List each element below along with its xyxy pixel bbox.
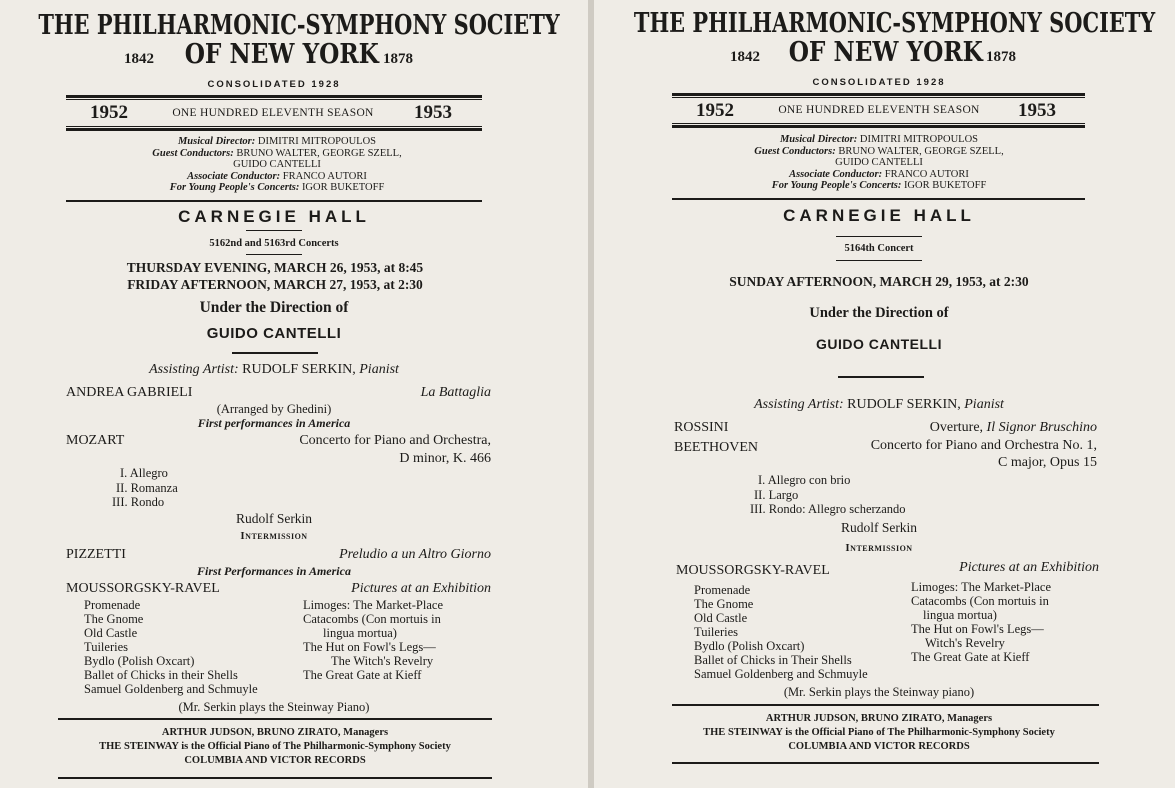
piano-note: (Mr. Serkin plays the Steinway Piano): [178, 700, 370, 714]
work-title: Preludio a un Altro Giorno: [339, 547, 491, 562]
work-title: Pictures at an Exhibition: [351, 581, 491, 596]
season-end-year: 1953: [414, 102, 452, 123]
rule: [66, 128, 482, 131]
work-note: (Arranged by Ghedini): [216, 402, 332, 416]
picture-item: Samuel Goldenberg and Schmuyle: [694, 667, 868, 681]
pictures-list-col2: [303, 598, 443, 682]
rule: [672, 97, 1085, 98]
rule: [672, 704, 1099, 706]
footer-managers: ARTHUR JUDSON, BRUNO ZIRATO, Managers: [161, 727, 389, 738]
work-note: First performances in America: [197, 416, 351, 430]
work-title: Pictures at an Exhibition: [959, 560, 1099, 575]
concert-date: SUNDAY AFTERNOON, MARCH 29, 1953, at 2:30: [729, 274, 1029, 289]
rule: [672, 762, 1099, 764]
consolidated-line: CONSOLIDATED 1928: [207, 79, 341, 90]
picture-item: Limoges: The Market-Place: [303, 598, 444, 612]
concert-numbers: 5164th Concert: [844, 243, 914, 254]
staff-line: Musical Director: DIMITRI MITROPOULOS: [177, 136, 377, 147]
venue-name: CARNEGIE HALL: [178, 207, 370, 226]
conductor-name: GUIDO CANTELLI: [206, 325, 342, 342]
soloist-name: Rudolf Serkin: [840, 520, 918, 535]
footer-steinway: THE STEINWAY is the Official Piano of The Philharmonic-Symphony Society: [703, 727, 1055, 738]
picture-item: Catacombs (Con mortuis in: [911, 594, 1049, 608]
movement: II. Largo: [754, 487, 799, 502]
picture-item: Limoges: The Market-Place: [911, 580, 1052, 594]
work-title: Overture, Il Signor Bruschino: [929, 420, 1097, 435]
season-title: ONE HUNDRED ELEVENTH SEASON: [172, 107, 374, 119]
movement: II. Romanza: [116, 480, 178, 495]
society-title: THE PHILHARMONIC-SYMPHONY SOCIETY: [38, 10, 560, 41]
staff-line: GUIDO CANTELLI: [233, 159, 321, 170]
intermission: Intermission: [845, 542, 913, 554]
movement: III. Rondo: [112, 495, 165, 509]
pictures-list-col1: [694, 583, 868, 681]
consolidated-line: CONSOLIDATED 1928: [812, 77, 946, 88]
rule: [672, 198, 1085, 200]
rule: [66, 200, 482, 202]
work-title: Concerto for Piano and Orchestra,: [299, 433, 491, 448]
rule: [672, 125, 1085, 128]
staff-line: Musical Director: DIMITRI MITROPOULOS: [779, 134, 979, 145]
picture-item: The Hut on Fowl's Legs—: [303, 640, 436, 654]
movement: I. Allegro con brio: [758, 473, 851, 487]
season-start-year: 1952: [90, 102, 128, 123]
work-title: C major, Opus 15: [998, 455, 1097, 470]
footer-block: [40, 726, 510, 768]
rule: [672, 93, 1085, 96]
composer: BEETHOVEN: [674, 440, 758, 455]
picture-item: The Great Gate at Kieff: [303, 668, 422, 682]
rule: [66, 126, 482, 127]
picture-item: Ballet of Chicks in their Shells: [84, 668, 238, 682]
venue-name: CARNEGIE HALL: [783, 206, 975, 225]
footer-block: [644, 712, 1114, 754]
staff-list: [704, 134, 1054, 192]
intermission: Intermission: [240, 530, 308, 542]
society-city: OF NEW YORK: [184, 39, 379, 70]
season-title: ONE HUNDRED ELEVENTH SEASON: [778, 104, 980, 116]
rule: [232, 352, 318, 354]
program-page-right: [594, 0, 1175, 788]
rule: [66, 99, 482, 100]
rule: [836, 236, 922, 237]
picture-item: Tuileries: [694, 625, 738, 639]
direction-line: Under the Direction of: [809, 305, 949, 321]
footer-managers: ARTHUR JUDSON, BRUNO ZIRATO, Managers: [765, 713, 993, 724]
movement: I. Allegro: [120, 466, 168, 480]
merger-year: 1878: [986, 49, 1016, 65]
composer: MOZART: [66, 433, 125, 448]
rule: [58, 718, 492, 720]
staff-line: GUIDO CANTELLI: [835, 157, 923, 168]
composer: MOUSSORGSKY-RAVEL: [66, 581, 220, 596]
direction-line: Under the Direction of: [199, 299, 349, 316]
picture-item: Ballet of Chicks in Their Shells: [694, 653, 852, 667]
concert-dates: [60, 259, 490, 293]
concert-date: THURSDAY EVENING, MARCH 26, 1953, at 8:45: [126, 260, 424, 275]
work-title: Concerto for Piano and Orchestra No. 1,: [870, 438, 1097, 453]
picture-item: Old Castle: [84, 626, 138, 640]
picture-item: The Great Gate at Kieff: [911, 650, 1030, 664]
founding-year: 1842: [124, 51, 154, 67]
work-title: D minor, K. 466: [399, 451, 491, 466]
footer-steinway: THE STEINWAY is the Official Piano of The Philharmonic-Symphony Society: [99, 741, 451, 752]
rule: [836, 260, 922, 261]
soloist-name: Rudolf Serkin: [235, 511, 313, 526]
staff-line: Associate Conductor: FRANCO AUTORI: [187, 170, 367, 182]
staff-list: [100, 136, 454, 194]
rule: [58, 777, 492, 779]
movement: III. Rondo: Allegro scherzando: [750, 502, 906, 516]
rule: [246, 230, 302, 231]
rule: [672, 123, 1085, 124]
picture-item: Catacombs (Con mortuis in: [303, 612, 441, 626]
conductor-name: GUIDO CANTELLI: [816, 336, 942, 352]
picture-item: Bydlo (Polish Oxcart): [694, 639, 805, 653]
composer: PIZZETTI: [66, 547, 126, 562]
society-city: OF NEW YORK: [788, 37, 983, 68]
rule: [66, 95, 482, 98]
pictures-list-col2: [911, 580, 1051, 664]
movement-list: [110, 466, 178, 510]
season-end-year: 1953: [1018, 100, 1056, 121]
staff-line: For Young People's Concerts: IGOR BUKETOFF: [169, 182, 385, 193]
composer: ROSSINI: [674, 420, 729, 435]
composer: MOUSSORGSKY-RAVEL: [676, 563, 830, 578]
picture-item: Bydlo (Polish Oxcart): [84, 654, 195, 668]
season-start-year: 1952: [696, 100, 734, 121]
composer: ANDREA GABRIELI: [66, 385, 193, 400]
picture-item: Promenade: [694, 583, 751, 597]
picture-item: The Witch's Revelry: [331, 654, 434, 668]
picture-item: lingua mortua): [923, 608, 997, 622]
picture-item: Old Castle: [694, 611, 748, 625]
picture-item: Tuileries: [84, 640, 128, 654]
staff-line: Guest Conductors: BRUNO WALTER, GEORGE SZELL,: [754, 145, 1004, 157]
society-title: THE PHILHARMONIC-SYMPHONY SOCIETY: [633, 8, 1156, 39]
assisting-artist: Assisting Artist: RUDOLF SERKIN, Pianist: [149, 362, 399, 377]
merger-year: 1878: [383, 51, 413, 67]
founding-year: 1842: [730, 49, 760, 65]
concert-date: FRIDAY AFTERNOON, MARCH 27, 1953, at 2:30: [127, 277, 423, 292]
pictures-list-col1: [84, 598, 258, 696]
picture-item: The Gnome: [84, 612, 144, 626]
picture-item: lingua mortua): [323, 626, 397, 640]
footer-records: COLUMBIA AND VICTOR RECORDS: [788, 741, 970, 752]
movement-list: [748, 473, 906, 517]
concert-numbers: 5162nd and 5163rd Concerts: [209, 238, 339, 249]
picture-item: The Hut on Fowl's Legs—: [911, 622, 1044, 636]
assisting-artist: Assisting Artist: RUDOLF SERKIN, Pianist: [754, 397, 1004, 412]
rule: [838, 376, 924, 378]
footer-records: COLUMBIA AND VICTOR RECORDS: [184, 755, 366, 766]
work-title: La Battaglia: [420, 385, 491, 400]
staff-line: Associate Conductor: FRANCO AUTORI: [789, 168, 969, 180]
picture-item: The Gnome: [694, 597, 754, 611]
staff-line: Guest Conductors: BRUNO WALTER, GEORGE SZELL,: [152, 147, 402, 159]
picture-item: Promenade: [84, 598, 141, 612]
piano-note: (Mr. Serkin plays the Steinway piano): [783, 685, 975, 699]
picture-item: Samuel Goldenberg and Schmuyle: [84, 682, 258, 696]
staff-line: For Young People's Concerts: IGOR BUKETOFF: [771, 180, 987, 191]
picture-item: Witch's Revelry: [925, 636, 1005, 650]
rule: [246, 254, 302, 255]
work-note: First Performances in America: [197, 564, 351, 578]
